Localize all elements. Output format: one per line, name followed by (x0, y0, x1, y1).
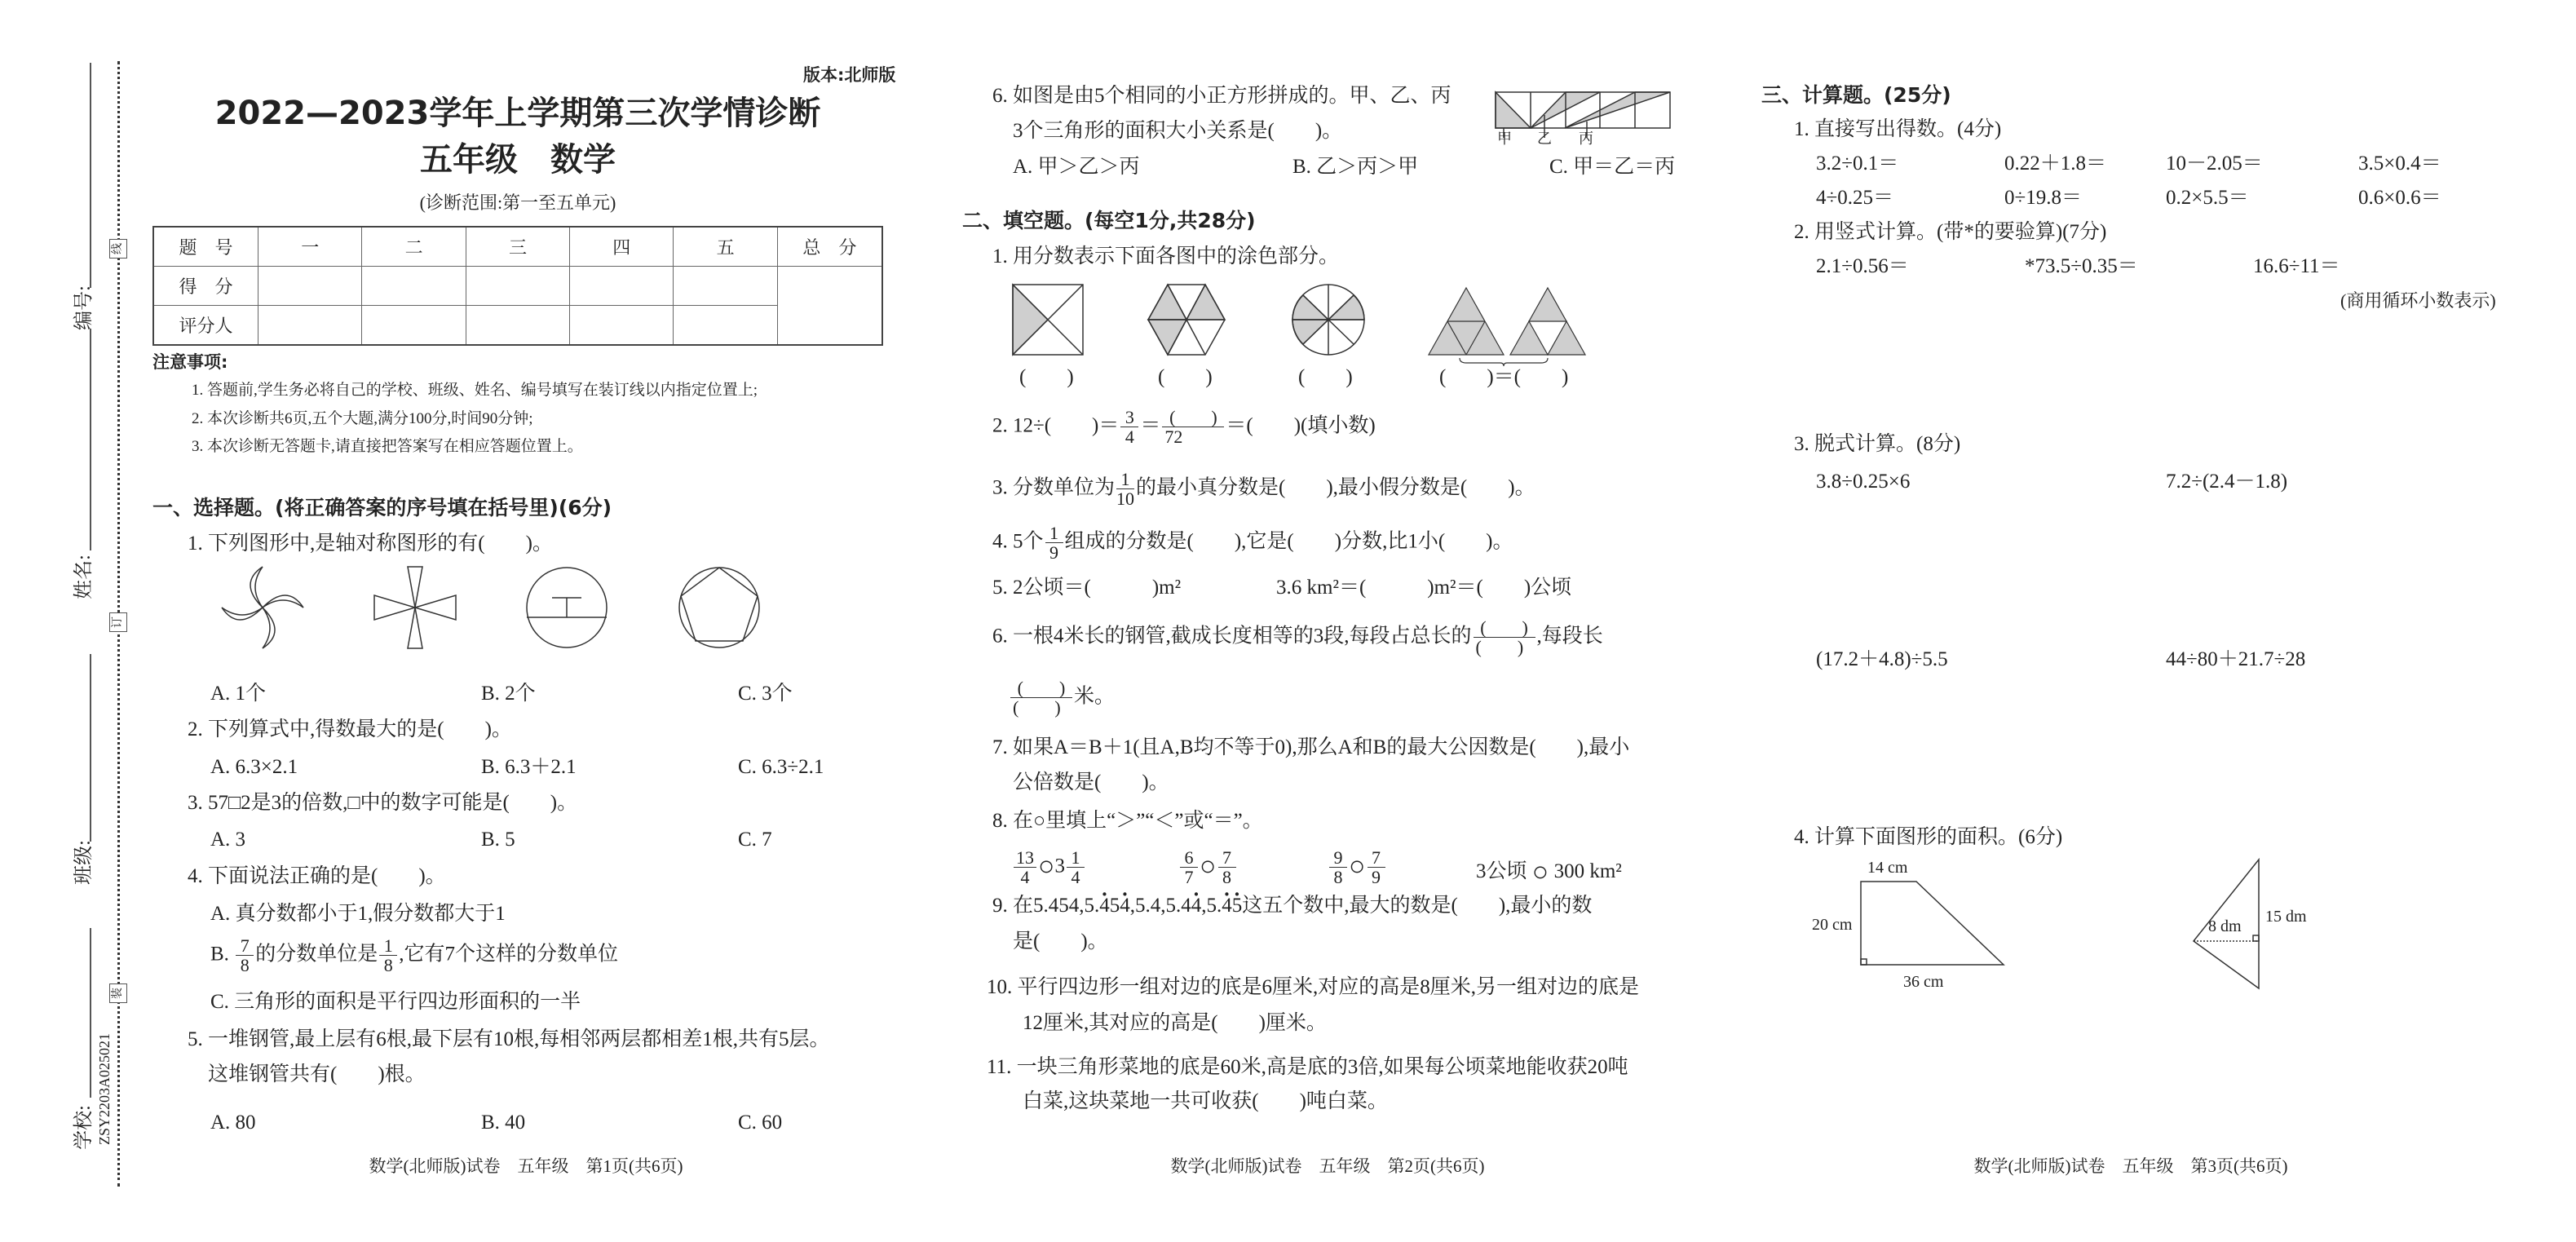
answer-blank[interactable]: ( ) (1158, 366, 1213, 388)
grader-cell[interactable] (362, 306, 466, 346)
numerator: 1 (1045, 524, 1063, 543)
exam-title: 2022—2023学年上学期第三次学情诊断 (214, 95, 821, 132)
option[interactable]: C. 6.3÷2.1 (738, 756, 824, 778)
calc-item: 44÷80＋21.7÷28 (2166, 648, 2306, 670)
grader-cell[interactable] (570, 306, 674, 346)
name-field[interactable] (90, 329, 91, 550)
circle-pentagon-figure (678, 567, 760, 648)
id-field[interactable] (90, 63, 91, 288)
calc-item: 7.2÷(2.4－1.8) (2166, 471, 2288, 493)
text: 6. 一根4米长的钢管,截成长度相等的3段,每段占总长的 (992, 625, 1472, 648)
number: 5.4 (1135, 895, 1161, 917)
class-label: 班级: (73, 840, 95, 885)
option[interactable]: A. 3 (210, 829, 246, 851)
triangles-fraction-figure (1429, 288, 1587, 369)
numerator: 13 (1014, 848, 1036, 868)
repeating-digit: · 5 (1232, 895, 1243, 917)
numerator[interactable]: ( ) (1162, 408, 1224, 427)
question-2: 2. 下列算式中,得数最大的是( )。 (188, 718, 512, 740)
right-value: 300 km² (1553, 860, 1622, 883)
denominator: 8 (383, 955, 393, 976)
question-5: 5. 一堆钢管,最上层有6根,最下层有10根,每相邻两层都相差1根,共有5层。 (188, 1028, 830, 1050)
fraction (1116, 470, 1134, 508)
compare-circle[interactable]: ○ (1200, 851, 1217, 882)
table-header: 五 (674, 227, 777, 267)
fraction (379, 936, 397, 975)
numerator: 1 (1067, 848, 1085, 868)
option[interactable]: C. 60 (738, 1112, 783, 1134)
calc-4-title: 4. 计算下面图形的面积。(6分) (1794, 826, 2063, 848)
calc-item: *73.5÷0.35＝ (2025, 255, 2138, 277)
note-item: 2. 本次诊断共6页,五个大题,满分100分,时间90分钟; (192, 410, 533, 427)
option[interactable]: C. 7 (738, 829, 772, 851)
fill-9-cont: 是( )。 (1013, 930, 1108, 952)
note-item: 1. 答题前,学生务必将自己的学校、班级、姓名、编号填写在装订线以内指定位置上; (192, 382, 758, 399)
table-row (153, 306, 882, 346)
fraction (1162, 408, 1224, 446)
fill-5b: 3.6 km²＝( )m²＝( )公顷 (1276, 577, 1572, 599)
text: 4. 5个 (992, 530, 1044, 553)
calc-item: 2.1÷0.56＝ (1816, 255, 1909, 277)
option[interactable]: C. 三角形的面积是平行四边形面积的一半 (210, 991, 581, 1013)
table-header-row (153, 227, 882, 267)
calc-item: 0.6×0.6＝ (2358, 187, 2441, 209)
calc-1-title: 1. 直接写出得数。(4分) (1794, 118, 2002, 140)
table-header: 四 (570, 227, 674, 267)
figure-label: 甲 (1497, 130, 1512, 147)
cut-mark: 订 (109, 612, 127, 632)
table-header: 三 (466, 227, 569, 267)
denominator: 8 (1333, 867, 1343, 888)
table-header: 总 分 (777, 227, 882, 267)
trapezoid-figure (1861, 882, 2008, 966)
hexagon-fraction-figure (1148, 285, 1225, 355)
text: 这五个数中,最大的数是( ),最小的数 (1242, 895, 1593, 917)
option[interactable]: B. 5 (481, 829, 515, 851)
score-table (152, 226, 883, 346)
fraction[interactable] (1474, 618, 1535, 656)
option[interactable]: C. 3个 (738, 683, 793, 705)
total-score-cell[interactable] (777, 267, 882, 346)
calc-item: 3.5×0.4＝ (2358, 152, 2441, 175)
text: ＝( )(填小数) (1226, 414, 1376, 437)
exam-scope: (诊断范围:第一至五单元) (419, 192, 616, 213)
text: ＝ (1140, 414, 1161, 437)
row-label: 得 分 (153, 267, 258, 306)
fill-10-cont: 12厘米,其对应的高是( )厘米。 (1023, 1012, 1327, 1034)
rectangle-fraction-figure (1013, 285, 1083, 355)
number: 5.454 (1033, 895, 1080, 917)
fraction (1120, 408, 1138, 446)
option[interactable]: A. 1个 (210, 683, 267, 705)
denominator: ( ) (1013, 697, 1061, 718)
denominator: 9 (1049, 542, 1059, 564)
dimension-label: 8 dm (2208, 917, 2242, 935)
grader-cell[interactable] (674, 306, 777, 346)
denominator: 4 (1071, 867, 1080, 888)
number: 5. (1206, 895, 1222, 917)
numerator: ( ) (1474, 618, 1535, 638)
fill-2 (992, 408, 1376, 446)
option-text: 的分数单位是 (255, 943, 378, 966)
note-item: 3. 本次诊断无答题卡,请直接把答案写在相应答题位置上。 (192, 438, 583, 455)
dimension-label: 20 cm (1812, 916, 1853, 934)
section-1-heading: 一、选择题。(将正确答案的序号填在括号里)(6分) (152, 496, 612, 519)
name-label: 姓名: (73, 555, 95, 599)
cut-mark: 线 (109, 239, 127, 259)
text: ,每段长 (1536, 625, 1603, 648)
answer-blank[interactable]: ( ) (1019, 366, 1074, 388)
fill-4 (992, 524, 1513, 562)
table-header: 题 号 (153, 227, 258, 267)
fill-5a: 5. 2公顷＝( )m² (992, 577, 1182, 599)
denominator: 7 (1184, 867, 1194, 888)
calc-item: 3.8÷0.25×6 (1816, 471, 1911, 493)
denominator: 72 (1164, 427, 1183, 448)
fill-7-cont: 公倍数是( )。 (1013, 771, 1169, 793)
answer-blank[interactable]: ( )＝( ) (1439, 366, 1569, 388)
option[interactable]: C. 甲＝乙＝丙 (1549, 156, 1676, 178)
school-label: 学校: (73, 1105, 95, 1150)
calc-item: 3.2÷0.1＝ (1816, 152, 1899, 175)
numerator: 3 (1120, 408, 1138, 427)
grader-cell[interactable] (466, 306, 569, 346)
compare-item (1328, 848, 1387, 886)
text: 组成的分数是( ),它是( )分数,比1小( )。 (1064, 530, 1513, 553)
option[interactable]: B. 6.3＋2.1 (481, 756, 577, 778)
table-header: 二 (362, 227, 466, 267)
fill-1: 1. 用分数表示下面各图中的涂色部分。 (992, 245, 1340, 267)
calc-item: 0.22＋1.8＝ (2004, 152, 2107, 175)
dimension-label: 15 dm (2265, 908, 2307, 926)
repeating-digit: · 4 (1120, 895, 1130, 917)
compare-circle[interactable]: ○ (1038, 851, 1055, 882)
option[interactable]: A. 甲＞乙＞丙 (1013, 156, 1140, 178)
text: 9. 在 (992, 895, 1034, 917)
numerator: ( ) (1010, 678, 1072, 698)
text: 的最小真分数是( ),最小假分数是( )。 (1136, 476, 1535, 499)
calc-note: (商用循环小数表示) (2340, 290, 2496, 311)
paper-code: ZSY2203A025021 (96, 1032, 113, 1146)
page-footer: 数学(北师版)试卷 五年级 第2页(共6页) (1170, 1156, 1485, 1176)
figure-label: 乙 (1537, 130, 1552, 147)
fill-9: 9. 在5.454,5.· 45· 4,5.4,5.4· 4,5.· 4· 5这五个数中,最大的数是( ),最小的数 (992, 894, 1592, 918)
option-prefix: B. (210, 943, 229, 966)
compare-item (1012, 848, 1086, 886)
repeating-digit: · 4 (1222, 895, 1232, 917)
denominator: 10 (1116, 488, 1135, 510)
section-2-heading: 二、填空题。(每空1分,共28分) (962, 209, 1256, 232)
numerator: 7 (236, 936, 254, 956)
option[interactable]: A. 真分数都小于1,假分数都大于1 (210, 903, 506, 925)
calc-item: 0÷19.8＝ (2004, 187, 2082, 209)
pinwheel-figure (222, 567, 303, 648)
denominator: ( ) (1475, 637, 1524, 658)
numerator: 1 (379, 936, 397, 956)
notes-title: 注意事项: (152, 352, 228, 372)
question-3: 3. 57□2是3的倍数,□中的数字可能是( )。 (188, 792, 578, 814)
compare-item (1476, 856, 1622, 890)
page-footer: 数学(北师版)试卷 五年级 第1页(共6页) (369, 1156, 683, 1176)
circle-fraction-figure (1292, 285, 1364, 355)
section-3-heading: 三、计算题。(25分) (1761, 83, 1951, 107)
option[interactable]: A. 6.3×2.1 (210, 756, 298, 778)
calc-2-title: 2. 用竖式计算。(带*的要验算)(7分) (1794, 221, 2107, 243)
text: 2. 12÷( )＝ (992, 414, 1120, 437)
number: 5 (1109, 895, 1120, 917)
bowtie-cross-figure (374, 567, 456, 648)
id-label: 编号: (73, 285, 95, 330)
fraction[interactable] (1010, 678, 1072, 717)
exam-subtitle: 五年级 数学 (420, 141, 616, 179)
answer-blank[interactable]: ( ) (1298, 366, 1353, 388)
option-text: ,它有7个这样的分数单位 (399, 943, 618, 966)
calc-item: 4÷0.25＝ (1816, 187, 1893, 209)
denominator: 9 (1372, 867, 1381, 888)
score-cell[interactable] (258, 267, 362, 306)
question-6: 6. 如图是由5个相同的小正方形拼成的。甲、乙、丙 (992, 85, 1451, 107)
score-cell[interactable] (362, 267, 466, 306)
calc-item: 0.2×5.5＝ (2166, 187, 2249, 209)
school-field[interactable] (90, 928, 91, 1098)
option[interactable]: A. 80 (210, 1112, 256, 1134)
numerator: 9 (1329, 848, 1347, 868)
text: 3. 分数单位为 (992, 476, 1116, 499)
grader-cell[interactable] (258, 306, 362, 346)
version-label: 版本:北师版 (803, 65, 896, 85)
calc-3-title: 3. 脱式计算。(8分) (1794, 433, 1961, 455)
compare-circle[interactable]: ○ (1531, 857, 1549, 887)
question-4: 4. 下面说法正确的是( )。 (188, 865, 446, 887)
calc-item: (17.2＋4.8)÷5.5 (1816, 648, 1948, 670)
compare-circle[interactable]: ○ (1349, 851, 1366, 882)
score-cell[interactable] (466, 267, 569, 306)
repeating-digit: · 4 (1191, 895, 1202, 917)
denominator: 4 (1125, 427, 1134, 448)
calc-item: 10－2.05＝ (2166, 152, 2263, 175)
table-header: 一 (258, 227, 362, 267)
denominator: 4 (1020, 867, 1030, 888)
score-cell[interactable] (674, 267, 777, 306)
number: 5.4 (1165, 895, 1191, 917)
fill-11: 11. 一块三角形菜地的底是60米,高是底的3倍,如果每公顷菜地能收获20吨 (987, 1056, 1628, 1078)
option[interactable]: B. 2个 (481, 683, 536, 705)
numerator: 7 (1218, 848, 1236, 868)
fill-3 (992, 470, 1535, 508)
denominator: 8 (240, 955, 250, 976)
whole: 3 (1054, 855, 1066, 877)
numerator: 7 (1368, 848, 1385, 868)
cut-mark: 装 (109, 983, 127, 1003)
option[interactable]: B. 40 (481, 1112, 526, 1134)
option[interactable] (210, 936, 618, 975)
calc-item: 16.6÷11＝ (2253, 255, 2340, 277)
page-footer: 数学(北师版)试卷 五年级 第3页(共6页) (1973, 1156, 2288, 1176)
number: 5. (1084, 895, 1100, 917)
class-field[interactable] (90, 654, 91, 842)
left-value: 3公顷 (1476, 860, 1527, 883)
numerator: 1 (1116, 470, 1134, 489)
dimension-label: 14 cm (1867, 859, 1908, 877)
question-1: 1. 下列图形中,是轴对称图形的有( )。 (188, 533, 553, 555)
circle-t-figure (526, 567, 608, 648)
row-label: 评分人 (153, 306, 258, 346)
option[interactable]: B. 乙＞丙＞甲 (1292, 156, 1419, 178)
fill-7: 7. 如果A＝B＋1(且A,B均不等于0),那么A和B的最大公因数是( ),最小 (992, 736, 1630, 758)
fill-6 (992, 618, 1603, 656)
text: 米。 (1074, 685, 1116, 708)
dimension-label: 36 cm (1903, 973, 1944, 991)
numerator: 6 (1180, 848, 1198, 868)
question-5-cont: 这堆钢管共有( )根。 (208, 1063, 426, 1085)
fill-6-cont (1009, 678, 1115, 717)
fraction (1045, 524, 1063, 562)
fill-11-cont: 白菜,这块菜地一共可收获( )吨白菜。 (1023, 1090, 1388, 1112)
score-cell[interactable] (570, 267, 674, 306)
fraction (236, 936, 254, 975)
repeating-digit: · 4 (1099, 895, 1110, 917)
question-6-cont: 3个三角形的面积大小关系是( )。 (1013, 120, 1343, 142)
fill-8: 8. 在○里填上“＞”“＜”或“＝”。 (992, 810, 1263, 832)
table-row (153, 267, 882, 306)
figure-label: 丙 (1579, 130, 1593, 147)
five-squares-figure (1496, 92, 1670, 128)
denominator: 8 (1222, 867, 1232, 888)
fill-10: 10. 平行四边形一组对边的底是6厘米,对应的高是8厘米,另一组对边的底是 (987, 976, 1640, 998)
